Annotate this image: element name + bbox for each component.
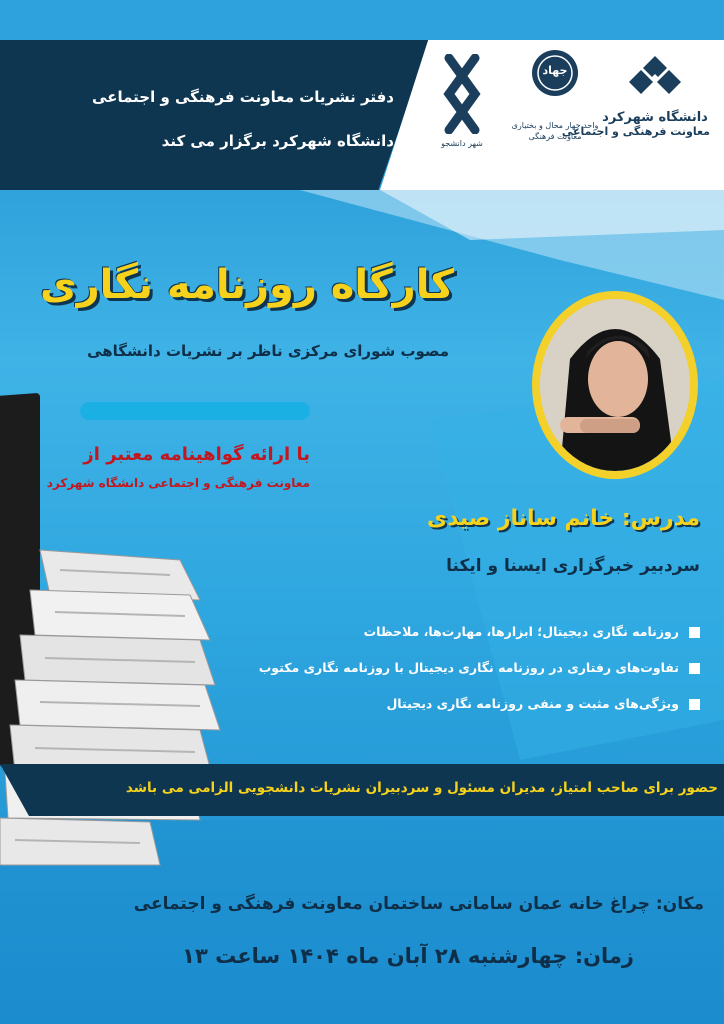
workshop-title: کارگاه روزنامه نگاری bbox=[39, 262, 454, 308]
bullet-square-icon bbox=[689, 663, 700, 674]
event-location: مکان: چراغ خانه عمان سامانی ساختمان معاونت فرهنگی و اجتماعی bbox=[133, 894, 704, 914]
event-time: زمان: چهارشنبه ۲۸ آبان ماه ۱۴۰۴ ساعت ۱۳ bbox=[182, 944, 634, 968]
jahad-caption-1: واحد چهار محال و بختیاری bbox=[511, 121, 599, 130]
student-city-icon bbox=[439, 54, 485, 134]
topic-text: روزنامه نگاری دیجیتال؛ ابزارها، مهارت‌ها، ملاحظات bbox=[363, 624, 679, 639]
instructor-name: مدرس: خانم ساناز صیدی bbox=[427, 506, 700, 531]
student-city-caption: شهر دانشجو bbox=[441, 139, 483, 148]
topic-list bbox=[200, 624, 700, 732]
header-line-2: دانشگاه شهرکرد برگزار می کند bbox=[161, 132, 394, 150]
jahad-badge-text: جهاد bbox=[542, 64, 568, 77]
university-logo bbox=[561, 54, 710, 138]
certificate-line-2: معاونت فرهنگی و اجتماعی دانشگاه شهرکرد bbox=[46, 476, 310, 490]
instructor-role: سردبیر خبرگزاری ایسنا و ایکنا bbox=[446, 556, 700, 576]
student-city-logo bbox=[432, 54, 492, 149]
university-diamond-icon bbox=[623, 54, 687, 100]
header-dark-panel bbox=[0, 40, 430, 190]
workshop-subtitle: مصوب شورای مرکزی ناظر بر نشریات دانشگاهی bbox=[87, 342, 449, 360]
university-department: معاونت فرهنگی و اجتماعی bbox=[561, 125, 710, 138]
jahad-caption-2: معاونت فرهنگی bbox=[528, 132, 582, 141]
bullet-square-icon bbox=[689, 627, 700, 638]
header-line-1: دفتر نشریات معاونت فرهنگی و اجتماعی bbox=[92, 88, 394, 106]
topic-text: تفاوت‌های رفتاری در روزنامه نگاری دیجیتال با روزنامه نگاری مکتوب bbox=[258, 660, 679, 675]
instructor-portrait-image bbox=[540, 299, 690, 471]
certificate-line-1: با ارائه گواهینامه معتبر از bbox=[83, 444, 310, 465]
instructor-photo bbox=[540, 299, 690, 471]
list-item bbox=[200, 624, 700, 660]
university-name: دانشگاه شهرکرد bbox=[602, 110, 708, 125]
newspaper-stack-illustration bbox=[0, 540, 230, 870]
attendance-notice: حضور برای صاحب امتیاز، مدیران مسئول و سردبیران نشریات دانشجویی الزامی می باشد bbox=[125, 780, 718, 796]
bullet-square-icon bbox=[689, 699, 700, 710]
header-band bbox=[0, 40, 724, 190]
topic-text: ویژگی‌های مثبت و منفی روزنامه نگاری دیجیتال bbox=[386, 696, 679, 711]
list-item bbox=[200, 696, 700, 732]
list-item bbox=[200, 660, 700, 696]
decorative-bar bbox=[80, 402, 310, 420]
